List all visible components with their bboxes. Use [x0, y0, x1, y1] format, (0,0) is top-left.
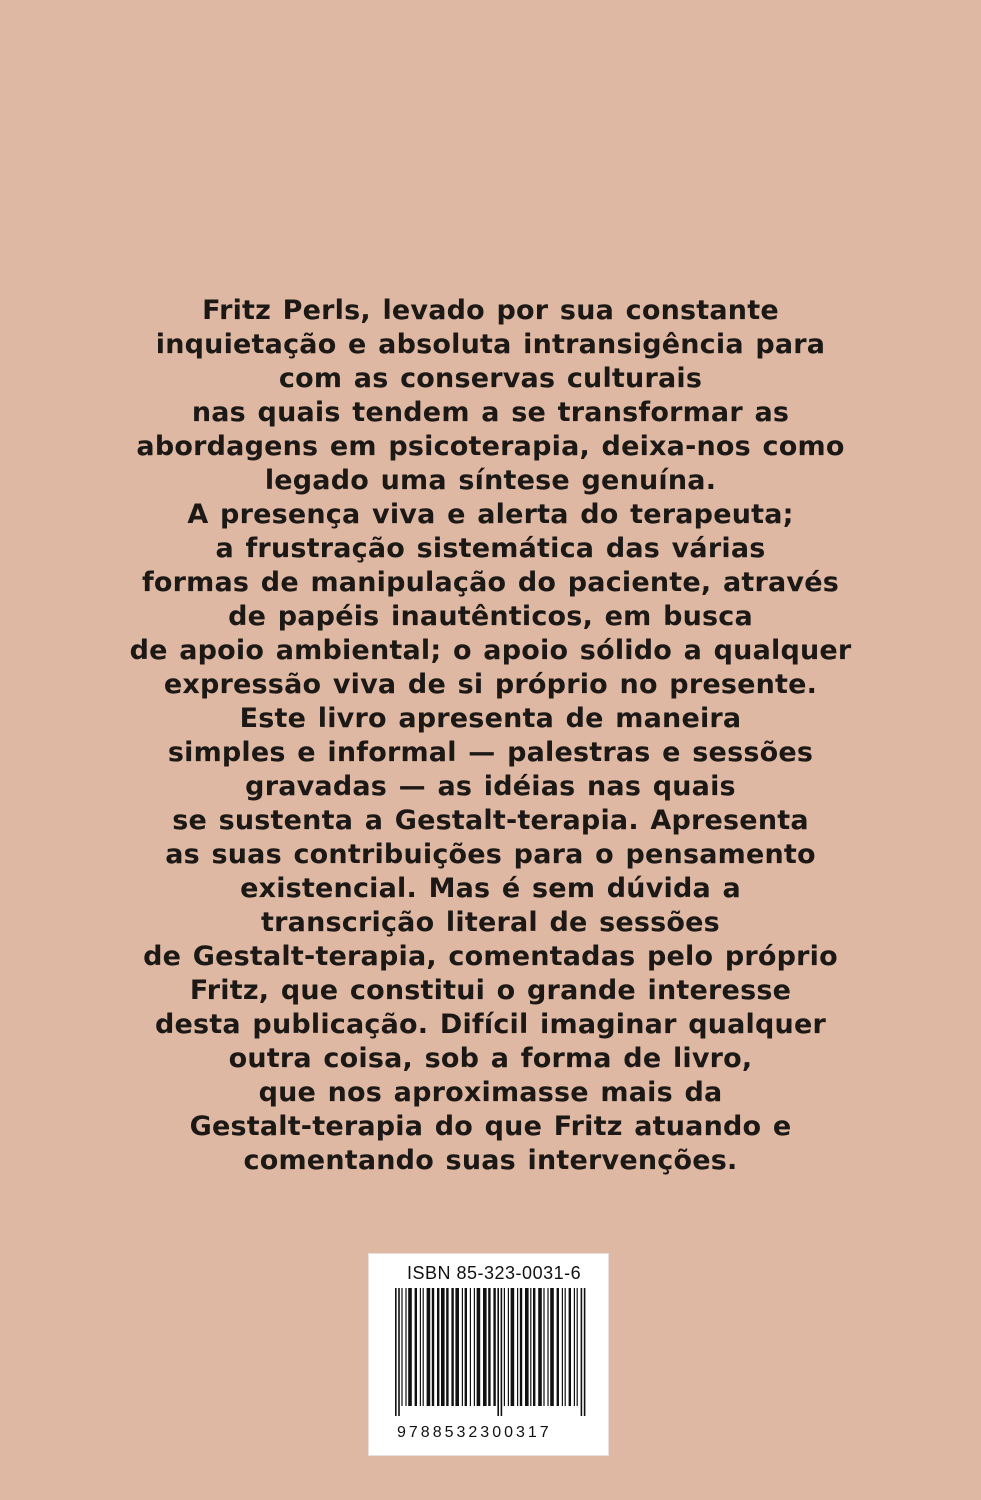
barcode-digits: 9788532300317 [397, 1424, 552, 1441]
barcode-bar [437, 1288, 439, 1406]
barcode-bar [477, 1288, 481, 1406]
barcode-bar [432, 1288, 434, 1406]
barcode-bar [584, 1288, 586, 1416]
barcode-bar [550, 1288, 554, 1406]
blurb-line: de apoio ambiental; o apoio sólido a qualquer [129, 635, 852, 666]
blurb-line: nas quais tendem a se transformar as [191, 397, 790, 428]
blurb-line: as suas contribuições para o pensamento [165, 839, 816, 870]
barcode-bar [574, 1288, 575, 1406]
blurb-line: se sustenta a Gestalt-terapia. Apresenta [172, 805, 809, 836]
blurb-line: abordagens em psicoterapia, deixa-nos como [136, 431, 845, 462]
barcode-bar [408, 1288, 412, 1406]
barcode-bar [543, 1288, 544, 1406]
barcode-bar [427, 1288, 431, 1406]
barcode-bar [538, 1288, 542, 1406]
blurb-line: outra coisa, sob a forma de livro, [228, 1043, 753, 1074]
barcode-bar [520, 1288, 522, 1406]
blurb-line: que nos aproximasse mais da [258, 1077, 723, 1108]
barcode-bar [525, 1288, 529, 1406]
isbn-barcode-label [368, 1253, 609, 1456]
barcode-bar [420, 1288, 421, 1406]
barcode-bar [488, 1288, 490, 1406]
barcode-bar [511, 1288, 515, 1406]
barcode-bar [547, 1288, 548, 1406]
barcode-bar [483, 1288, 487, 1406]
barcode-bar [497, 1288, 499, 1416]
blurb-line: gravadas — as idéias nas quais [245, 771, 736, 802]
blurb-line: de Gestalt-terapia, comentadas pelo próprio [143, 941, 838, 972]
barcode-bar [504, 1288, 505, 1406]
blurb-line: A presença viva e alerta do terapeuta; [187, 499, 794, 530]
isbn-number: ISBN 85-323-0031-6 [407, 1263, 582, 1283]
blurb-line: desta publicação. Difícil imaginar qualquer [154, 1009, 826, 1040]
barcode-bar [533, 1288, 535, 1406]
blurb-line: existencial. Mas é sem dúvida a [240, 873, 741, 904]
barcode-bar [415, 1288, 417, 1406]
blurb-line: Fritz, que constitui o grande interesse [189, 975, 792, 1006]
barcode-bar [569, 1288, 571, 1406]
blurb-line: Gestalt-terapia do que Fritz atuando e [189, 1111, 792, 1142]
barcode-bar [557, 1288, 559, 1406]
barcode-bar [465, 1288, 467, 1406]
barcode-bar [501, 1288, 503, 1416]
barcode-bar [530, 1288, 531, 1406]
barcode-bar [565, 1288, 566, 1406]
barcode-bar [474, 1288, 475, 1406]
barcode-bar [395, 1288, 397, 1416]
barcode-bar [451, 1288, 453, 1406]
barcode-bar [441, 1288, 445, 1406]
barcode-bar [493, 1288, 495, 1406]
blurb-line: simples e informal — palestras e sessões [167, 737, 814, 768]
barcode-bar [577, 1288, 578, 1406]
barcode-bar [581, 1288, 583, 1416]
barcode-icon [391, 1288, 591, 1418]
barcode-bar [455, 1288, 459, 1406]
blurb-line: expressão viva de si próprio no presente. [163, 669, 818, 700]
blurb-line: com as conservas culturais [278, 363, 703, 394]
blurb-line: legado uma síntese genuína. [264, 465, 717, 496]
barcode-bar [562, 1288, 563, 1406]
blurb-line: comentando suas intervenções. [243, 1145, 738, 1176]
blurb-line: transcrição literal de sessões [261, 907, 720, 938]
blurb-line: de papéis inautênticos, em busca [228, 601, 753, 632]
barcode-bar [446, 1288, 448, 1406]
blurb-line: Fritz Perls, levado por sua constante [202, 295, 779, 326]
barcode-bar [462, 1288, 463, 1406]
blurb-line: formas de manipulação do paciente, através [141, 567, 840, 598]
barcode-bar [398, 1288, 400, 1416]
barcode-bar [508, 1288, 509, 1406]
blurb-line: inquietação e absoluta intransigência para [155, 329, 826, 360]
back-cover-blurb [120, 294, 861, 1178]
barcode-bar [401, 1288, 402, 1406]
barcode-bar [405, 1288, 406, 1406]
barcode-bar [423, 1288, 424, 1406]
barcode-bar [470, 1288, 471, 1406]
blurb-line: Este livro apresenta de maneira [239, 703, 742, 734]
barcode-bar [517, 1288, 518, 1406]
blurb-line: a frustração sistemática das várias [215, 533, 766, 564]
